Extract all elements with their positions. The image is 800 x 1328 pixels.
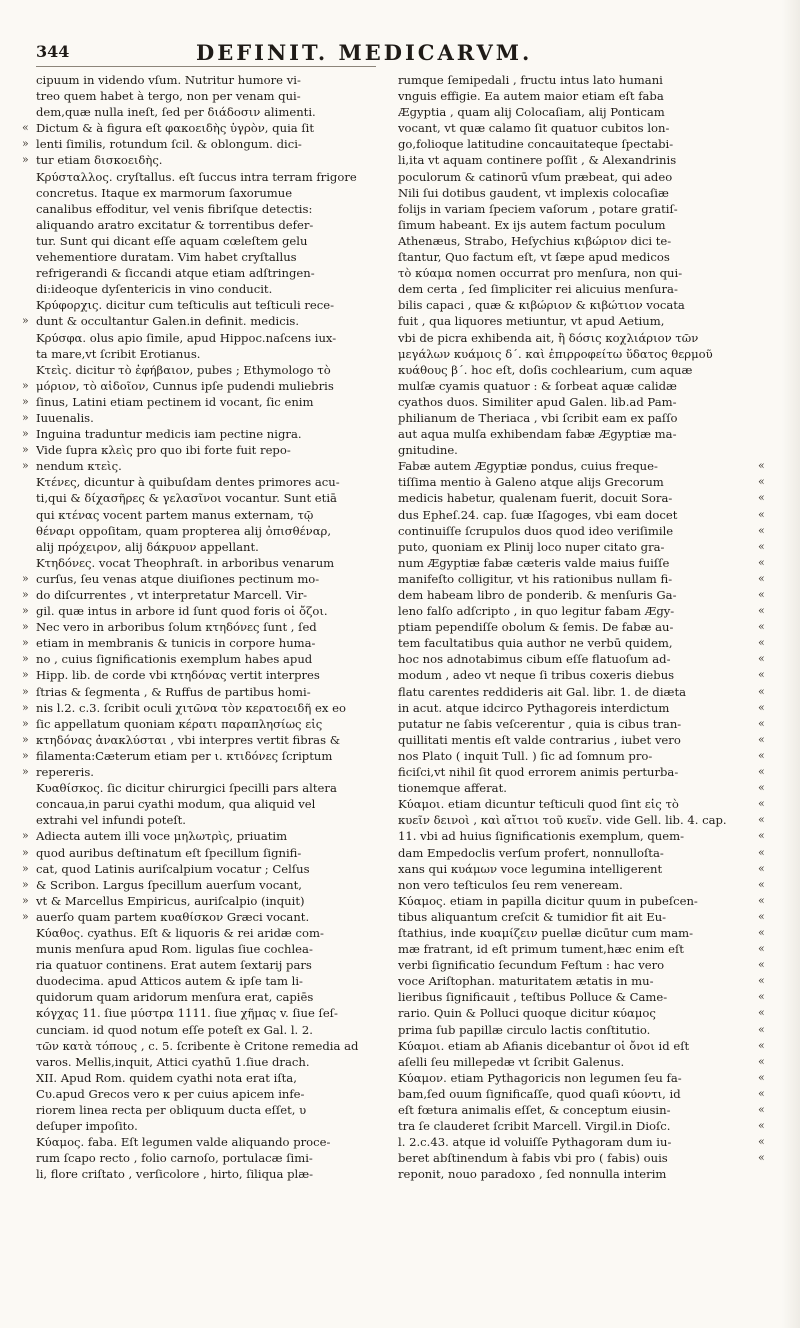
margin-mark: »	[22, 893, 29, 907]
margin-mark: «	[758, 1006, 765, 1020]
text-line: Dictum & à figura eſt φακοειδὴς ὑγρὸν, quia ſit	[36, 121, 315, 136]
text-line: quod auribus deſtinatum eſt ſpecillum ſignifi-	[36, 845, 302, 860]
text-line: cipuum in videndo vſum. Nutritur humore vi-	[36, 73, 301, 87]
margin-mark: «	[758, 925, 765, 939]
text-line: Κρύφορχις. dicitur cum teſticulis aut teſticuli rece-	[36, 298, 335, 313]
text-line: Vide ſupra κλεὶς pro quo ibi forte fuit repo-	[36, 443, 291, 458]
margin-mark	[22, 507, 29, 523]
margin-mark: «	[758, 813, 765, 827]
text-line: tionemque afferat.	[398, 781, 507, 796]
margin-mark: »	[22, 909, 29, 923]
text-line: lieribus ſignificauit , teſtibus Polluce & Came-	[398, 990, 668, 1005]
text-line: cunciam. id quod notum eſſe poteſt ex Gal. l. 2.	[36, 1022, 313, 1037]
text-line: no , cuius ſignificationis exemplum habes apud	[36, 652, 313, 667]
margin-mark: »	[22, 861, 29, 875]
page-edge-shading	[782, 0, 800, 1328]
page-number: 344	[36, 42, 70, 61]
margin-mark	[22, 169, 29, 185]
text-line: in acut. atque idcirco Pythagoreis interdictum	[398, 700, 670, 715]
text-line: quillitati mentis eſt valde contrarius , iubet vero	[398, 732, 681, 747]
margin-mark	[758, 346, 765, 362]
margin-mark: «	[758, 829, 765, 843]
margin-mark	[758, 120, 765, 136]
margin-mark: «	[758, 958, 765, 972]
margin-mark: »	[22, 668, 29, 682]
margin-mark	[758, 88, 765, 104]
text-line: vehementiore duratam. Vim habet cryſtallus	[36, 250, 297, 265]
text-line: ſtrias & ſegmenta , & Ruffus de partibus homi-	[36, 684, 311, 699]
margin-mark: «	[758, 507, 765, 521]
text-line: nendum κτεὶς.	[36, 459, 122, 474]
text-line: di:ideoque dyſentericis in vino conducit.	[36, 282, 273, 297]
margin-mark	[758, 442, 765, 458]
margin-mark	[22, 346, 29, 362]
margin-mark: »	[22, 153, 29, 167]
text-line: curſus, ſeu venas atque diuiſiones pectinum mo-	[36, 571, 320, 586]
margin-mark: «	[758, 588, 765, 601]
text-line: flatu carentes reddideris ait Gal. libr. 1. de diæta	[398, 684, 687, 699]
text-line: putatur ne ſabis veſcerentur , quia is cibus tran-	[398, 716, 682, 731]
text-line: tibus aliquantum creſcit & tumidior fit ait Eu-	[398, 909, 667, 924]
text-line: rario. Quin & Polluci quoque dicitur κύαμος	[398, 1006, 656, 1021]
text-line: Nec vero in arboribus ſolum κτηδόνες ſunt , ſed	[36, 620, 317, 635]
text-line: Κτηδόνες. vocat Theophraſt. in arboribus venarum	[36, 555, 335, 570]
text-line: Inguina traduntur medicis iam pectine nigra.	[36, 427, 302, 442]
margin-mark: »	[22, 588, 29, 601]
margin-mark	[758, 362, 765, 378]
text-line: ria quatuor continens. Erat autem ſextarij pars	[36, 958, 312, 973]
margin-mark: «	[758, 797, 765, 811]
text-line: vbi de picra exhibenda ait, ἢ δόσις κοχλιάριον τῶν	[398, 330, 699, 345]
margin-mark: «	[758, 636, 765, 650]
text-line: hoc nos adnotabimus cibum eſſe flatuoſum ad-	[398, 652, 671, 667]
margin-mark: «	[758, 668, 765, 682]
margin-mark: »	[22, 748, 29, 762]
text-line: medicis habetur, qualenam fuerit, docuit Sora-	[398, 491, 673, 506]
margin-mark: «	[758, 620, 765, 634]
margin-mark: «	[758, 861, 765, 875]
text-line: poculorum & catinorū vſum præbeat, qui adeo	[398, 169, 673, 184]
text-line: Κτένες, dicuntur à quibuſdam dentes primores acu-	[36, 475, 340, 490]
text-line: canalibus effoditur, vel venis fibriſque detectis:	[36, 201, 313, 216]
text-line: dus Epheſ.24. cap. ſuæ Iſagoges, vbi eam docet	[398, 507, 678, 522]
margin-mark: «	[758, 845, 765, 859]
margin-mark	[22, 249, 29, 265]
right-text-column	[398, 72, 754, 1182]
text-line: leno falſo adſcripto , in quo legitur fabam Ægy-	[398, 604, 675, 619]
margin-mark: «	[758, 942, 765, 956]
text-line: cat, quod Latinis auriſcalpium vocatur ; Celſus	[36, 861, 310, 876]
margin-mark: «	[758, 974, 765, 988]
text-line: refrigerandi & ſiccandi atque etiam adſtringen-	[36, 266, 315, 281]
text-line: Fabæ autem Ægyptiæ pondus, cuius freque-	[398, 459, 658, 474]
margin-mark	[22, 72, 29, 88]
margin-mark	[758, 104, 765, 120]
margin-mark: «	[758, 491, 765, 505]
text-line: Hipp. lib. de corde vbi κτηδόνας vertit interpres	[36, 668, 320, 683]
text-line: concretus. Itaque ex marmorum ſaxorumue	[36, 185, 293, 200]
margin-mark: »	[22, 845, 29, 859]
text-line: dam Empedoclis verſum profert, nonnulloſta-	[398, 845, 664, 860]
text-line: fuit , qua liquores metiuntur, vt apud Aetium,	[398, 314, 665, 329]
text-line: aut aqua mulſa exhibendam fabæ Ægyptiæ ma-	[398, 427, 677, 442]
margin-mark	[758, 394, 765, 410]
text-line: Ægyptia , quam alij Colocaſiam, alij Ponticam	[398, 105, 665, 120]
left-margin-quotation-marks	[22, 72, 29, 925]
text-line: xans qui κυάμων voce legumina intelligerent	[398, 861, 663, 876]
text-line: manifeſto colligitur, vt his rationibus nullam fi-	[398, 571, 673, 586]
margin-mark: «	[758, 732, 765, 746]
margin-mark	[758, 136, 765, 152]
text-line: tem facultatibus quia author ne verbū quidem,	[398, 636, 673, 651]
text-line: beret abſtinendum à fabis vbi pro ( fabis) ouis	[398, 1151, 668, 1166]
margin-mark: «	[758, 539, 765, 553]
margin-mark: »	[22, 378, 29, 392]
running-head: DEFINIT. MEDICARVM.	[196, 40, 533, 65]
margin-mark	[22, 490, 29, 506]
text-line: μόριον, τὸ αἰδοῖον, Cunnus ipſe pudendi muliebris	[36, 378, 334, 393]
text-line: nos Plato ( inquit Tull. ) ſic ad ſomnum pro-	[398, 748, 653, 763]
margin-mark: «	[758, 990, 765, 1004]
text-line: ſic appellatum quoniam κέρατι παραπλησίως εἰς	[36, 716, 323, 731]
margin-mark: »	[22, 877, 29, 891]
margin-mark	[758, 233, 765, 249]
margin-mark	[22, 185, 29, 201]
text-line: nis l.2. c.3. ſcribit oculi χιτῶνα τὸν κερατοειδῆ ex eo	[36, 700, 346, 715]
margin-mark: «	[758, 781, 765, 795]
text-line: repereris.	[36, 765, 94, 780]
margin-mark: «	[758, 523, 765, 537]
margin-mark: «	[758, 1135, 765, 1149]
text-line: deſuper impoſito.	[36, 1119, 138, 1134]
text-line: rumque ſemipedali , fructu intus lato humani	[398, 73, 663, 87]
margin-mark	[22, 88, 29, 104]
column-gutter	[383, 70, 384, 1300]
text-line: ſtantur, Quo factum eſt, vt ſæpe apud medicos	[398, 250, 670, 265]
margin-mark	[22, 523, 29, 539]
text-line: tiſſima mentio à Galeno atque alijs Grecorum	[398, 475, 664, 490]
text-line: do diſcurrentes , vt interpretatur Marcell. Vir-	[36, 588, 308, 602]
margin-mark: «	[758, 555, 765, 569]
text-line: dem,quæ nulla ineſt, ſed per διάδοσιν alimenti.	[36, 105, 316, 120]
text-line: li,ita vt aquam continere poſſit , & Alexandrinis	[398, 153, 677, 168]
margin-mark: »	[22, 732, 29, 746]
margin-mark	[22, 104, 29, 120]
margin-mark	[758, 185, 765, 201]
text-line: Κύαμοι. etiam ab Afianis dicebantur οἱ ὄνοι id eſt	[398, 1038, 690, 1053]
margin-mark: »	[22, 604, 29, 618]
right-margin-quotation-marks	[758, 72, 765, 1166]
text-line: riorem linea recta per obliquum ducta eſſet, υ	[36, 1103, 307, 1117]
page-header	[36, 42, 776, 66]
text-line: etiam in membranis & tunicis in corpore huma-	[36, 636, 316, 651]
text-line: tur etiam δισκοειδὴς.	[36, 153, 163, 168]
margin-mark	[22, 539, 29, 555]
margin-mark: »	[22, 394, 29, 408]
margin-mark	[758, 281, 765, 297]
margin-mark: »	[22, 765, 29, 779]
text-line: mulſæ cyamis quatuor : & ſorbeat aquæ calidæ	[398, 378, 677, 393]
margin-mark	[22, 812, 29, 828]
margin-mark: «	[758, 475, 765, 489]
text-line: continuiſſe ſcrupulos duos quod ideo veriſimile	[398, 523, 674, 538]
margin-mark: «	[758, 877, 765, 891]
margin-mark: «	[758, 571, 765, 585]
margin-mark	[758, 330, 765, 346]
text-line: alij πρόχειρον, alij δάκρυον appellant.	[36, 539, 259, 554]
text-line: filamenta:Cæterum etiam per ι. κτιδόνες ſcriptum	[36, 748, 333, 763]
margin-mark: »	[22, 652, 29, 666]
text-line: verbi ſignificatio ſecundum Feſtum : hac vero	[398, 958, 665, 973]
margin-mark	[758, 169, 765, 185]
margin-mark: «	[758, 604, 765, 618]
text-line: vt & Marcellus Empiricus, auriſcalpio (inquit)	[36, 893, 305, 908]
margin-mark	[758, 313, 765, 329]
margin-mark	[22, 217, 29, 233]
text-line: vnguis effigie. Ea autem maior etiam eſt faba	[398, 89, 664, 104]
text-line: ſinus, Latini etiam pectinem id vocant, ſic enim	[36, 394, 314, 409]
margin-mark: «	[758, 652, 765, 666]
margin-mark: «	[758, 1151, 765, 1165]
margin-mark	[22, 297, 29, 313]
text-line: modum , adeo vt neque ſi tribus coxeris diebus	[398, 668, 675, 683]
text-line: ptiam pependiſſe obolum & ſemis. De fabæ au-	[398, 620, 674, 635]
text-line: folijs in variam ſpeciem vaſorum , potare gratiſ-	[398, 201, 678, 216]
text-line: num Ægyptiæ fabæ cæteris valde maius fuiſſe	[398, 555, 670, 570]
text-line: duodecima. apud Atticos autem & ipſe tam li-	[36, 974, 303, 989]
text-line: aſelli ſeu millepedæ vt ſcribit Galenus.	[398, 1054, 625, 1069]
margin-mark: «	[758, 716, 765, 730]
text-line: Κύαμοι. etiam dicuntur teſticuli quod ſint εἰς τὸ	[398, 797, 679, 812]
margin-mark: «	[758, 684, 765, 698]
text-line: concaua,in parui cyathi modum, qua aliquid vel	[36, 797, 316, 812]
margin-mark: «	[758, 765, 765, 779]
margin-mark: «	[758, 909, 765, 923]
text-line: 11. vbi ad huius ſignificationis exemplum, quem-	[398, 829, 685, 844]
margin-mark	[758, 265, 765, 281]
text-line: Iuuenalis.	[36, 410, 94, 425]
header-rule	[36, 66, 376, 67]
text-line: dunt & occultantur Galen.in definit. medicis.	[36, 314, 300, 329]
text-line: Κυαθίσκος. ſic dicitur chirurgici ſpecilli pars altera	[36, 781, 337, 796]
margin-mark: »	[22, 684, 29, 698]
margin-mark	[758, 249, 765, 265]
margin-mark: »	[22, 427, 29, 441]
text-line: Cυ.apud Grecos vero κ per cuius apicem infe-	[36, 1086, 305, 1101]
margin-mark	[22, 780, 29, 796]
margin-mark	[758, 297, 765, 313]
text-line: prima ſub papillæ circulo lactis conſtitutio.	[398, 1022, 651, 1037]
text-line: μεγάλων κυάμοις δ΄. καὶ ἐπιρροφείτω ὕδατος θερμοῦ	[398, 346, 713, 361]
text-line: Κύαθος. cyathus. Eſt & liquoris & rei aridæ com-	[36, 925, 324, 940]
text-line: munis menſura apud Rom. ligulas ſiue cochlea-	[36, 942, 313, 957]
text-line: κτηδόνας ἀνακλύσται , vbi interpres vertit fibras &	[36, 732, 341, 747]
margin-mark: »	[22, 716, 29, 730]
text-line: κυεῖν δεινοὶ , καὶ αἴτιοι τοῦ κυεῖν. vide Gell. lib. 4. cap.	[398, 813, 727, 828]
text-line: reponit, nouo paradoxo , ſed nonnulla interim	[398, 1167, 667, 1182]
text-line: ficiſci,vt nihil ſit quod errorem animis perturba-	[398, 765, 679, 780]
margin-mark: «	[758, 1054, 765, 1068]
margin-mark: »	[22, 700, 29, 714]
text-line: bam,ſed ouum ſignificaſſe, quod quaſi κύοντι, id	[398, 1086, 681, 1101]
margin-mark	[758, 426, 765, 442]
margin-mark: «	[758, 1119, 765, 1133]
margin-mark	[22, 362, 29, 378]
text-line: κόγχας 11. ſiue μύστρα 1111. ſiue χῆμας v. ſiue ſeſ-	[36, 1006, 338, 1021]
text-line: θέναρι oppoſitam, quam propterea alij ὀπισθέναρ,	[36, 523, 332, 538]
left-text-column	[36, 72, 381, 1182]
margin-mark: «	[22, 121, 29, 135]
margin-mark	[22, 233, 29, 249]
margin-mark: »	[22, 571, 29, 585]
margin-mark	[758, 217, 765, 233]
margin-mark	[758, 201, 765, 217]
text-line: vocant, vt quæ calamo ſit quatuor cubitos lon-	[398, 121, 670, 136]
text-line: li, flore criſtato , verſicolore , hirto, ſiliqua plæ-	[36, 1167, 314, 1182]
text-line: dem habeam libro de ponderib. & menſuris Ga-	[398, 588, 677, 602]
text-line: ti,qui & δίχασῆρες & γελασῖνοι vocantur. Sunt etiā	[36, 491, 337, 506]
text-line: ta mare,vt ſcribit Erotianus.	[36, 346, 201, 361]
margin-mark: «	[758, 1070, 765, 1084]
margin-mark	[22, 474, 29, 490]
margin-mark: «	[758, 1038, 765, 1052]
margin-mark: »	[22, 636, 29, 650]
text-line: tra ſe clauderet ſcribit Marcell. Virgil.in Dioſc.	[398, 1119, 671, 1134]
text-line: & Scribon. Largus ſpecillum auerſum vocant,	[36, 877, 302, 892]
margin-mark: »	[22, 314, 29, 328]
margin-mark	[22, 281, 29, 297]
text-line: τῶν κατὰ τόπους , c. 5. ſcribente è Critone remedia ad	[36, 1038, 359, 1053]
text-line: ſtathius, inde κυαμίζειν puellæ dicūtur cum mam-	[398, 925, 694, 940]
text-line: Athenæus, Strabo, Heſychius κιβώριον dici te-	[398, 233, 672, 248]
text-line: rum ſcapo recto , folio carnoſo, portulacæ ſimi-	[36, 1151, 313, 1166]
text-line: non vero teſticulos ſeu rem veneream.	[398, 877, 623, 892]
text-line: philianum de Theriaca , vbi ſcribit eam ex paſſo	[398, 410, 678, 425]
text-line: Κύαμον. etiam Pythagoricis non legumen ſeu fa-	[398, 1070, 682, 1085]
text-line: go,folioque latitudine concauitateque ſpectabi-	[398, 137, 674, 152]
margin-mark: «	[758, 748, 765, 762]
text-line: aliquando aratro excitatur & torrentibus defer-	[36, 217, 314, 232]
text-line: cyathos duos. Similiter apud Galen. lib.ad Pam-	[398, 394, 677, 409]
text-line: lenti ſimilis, rotundum ſcil. & oblongum. dici-	[36, 137, 302, 152]
text-line: bilis capaci , quæ & κιβώριον & κιβώτιον vocata	[398, 298, 685, 313]
text-line: puto, quoniam ex Plinij loco nuper citato gra-	[398, 539, 665, 554]
margin-mark	[22, 265, 29, 281]
text-line: Κτεὶς. dicitur τὸ ἐφήβαιον, pubes ; Ethymologo τὸ	[36, 362, 331, 377]
text-line: Κρύσταλλος. cryſtallus. eſt ſuccus intra terram frigore	[36, 169, 357, 184]
margin-mark	[758, 152, 765, 168]
text-line: κυάθους β΄. hoc eſt, doſis cochlearium, cum aquæ	[398, 362, 693, 377]
margin-mark: «	[758, 893, 765, 907]
margin-mark: »	[22, 443, 29, 457]
text-line: dem certa , ſed ſimpliciter rei alicuius menſura-	[398, 282, 678, 297]
margin-mark	[758, 410, 765, 426]
text-line: Κύαμος. faba. Eſt legumen valde aliquando proce-	[36, 1135, 331, 1150]
margin-mark	[22, 201, 29, 217]
text-line: τὸ κύαμα nomen occurrat pro menſura, non qui-	[398, 266, 683, 281]
margin-mark: »	[22, 410, 29, 424]
text-line: auerſo quam partem κυαθίσκον Græci vocant.	[36, 909, 310, 924]
margin-mark: «	[758, 700, 765, 714]
margin-mark: »	[22, 137, 29, 151]
text-line: qui κτένας vocent partem manus externam, τῷ	[36, 507, 314, 522]
margin-mark	[22, 330, 29, 346]
text-line: gnitudine.	[398, 443, 458, 458]
text-line: tur. Sunt qui dicant eſſe aquam cœleſtem gelu	[36, 233, 308, 248]
text-line: Adiecta autem illi voce μηλωτρὶς, priuatim	[36, 829, 288, 844]
text-line: l. 2.c.43. atque id voluiſſe Pythagoram dum iu-	[398, 1135, 672, 1150]
margin-mark	[22, 555, 29, 571]
margin-mark: »	[22, 620, 29, 634]
margin-mark	[758, 72, 765, 88]
text-line: mæ fratrant, id eſt primum tument,hæc enim eſt	[398, 942, 684, 957]
text-line: varos. Mellis,inquit, Attici cyathū 1.ſiue drach.	[36, 1054, 310, 1069]
margin-mark: »	[22, 829, 29, 843]
text-line: gil. quæ intus in arbore id ſunt quod foris οἱ ὄζοι.	[36, 604, 328, 619]
margin-mark	[758, 378, 765, 394]
margin-mark: »	[22, 459, 29, 473]
text-line: voce Ariſtophan. maturitatem ætatis in mu-	[398, 974, 654, 989]
margin-mark: «	[758, 1103, 765, 1116]
text-line: eſt fœtura animalis eſſet, & conceptum eiusin-	[398, 1103, 671, 1117]
text-line: treo quem habet à tergo, non per venam qui-	[36, 89, 301, 104]
text-line: quidorum quam aridorum menſura erat, capiēs	[36, 990, 314, 1005]
margin-mark: «	[758, 1022, 765, 1036]
text-line: ſimum habeant. Ex ijs autem factum poculum	[398, 217, 666, 232]
margin-mark: «	[758, 459, 765, 473]
text-line: XII. Apud Rom. quidem cyathi nota erat iſta,	[36, 1070, 297, 1085]
text-line: extrahi vel infundi poteſt.	[36, 813, 186, 828]
margin-mark	[22, 796, 29, 812]
text-line: Nili ſui dotibus gaudent, vt implexis colocaſiæ	[398, 185, 669, 200]
margin-mark: «	[758, 1086, 765, 1100]
text-line: Κύαμος. etiam in papilla dicitur quum in pubeſcen-	[398, 893, 698, 908]
text-line: Κρύσφα. olus apio ſimile, apud Hippoc.naſcens iux-	[36, 330, 337, 345]
